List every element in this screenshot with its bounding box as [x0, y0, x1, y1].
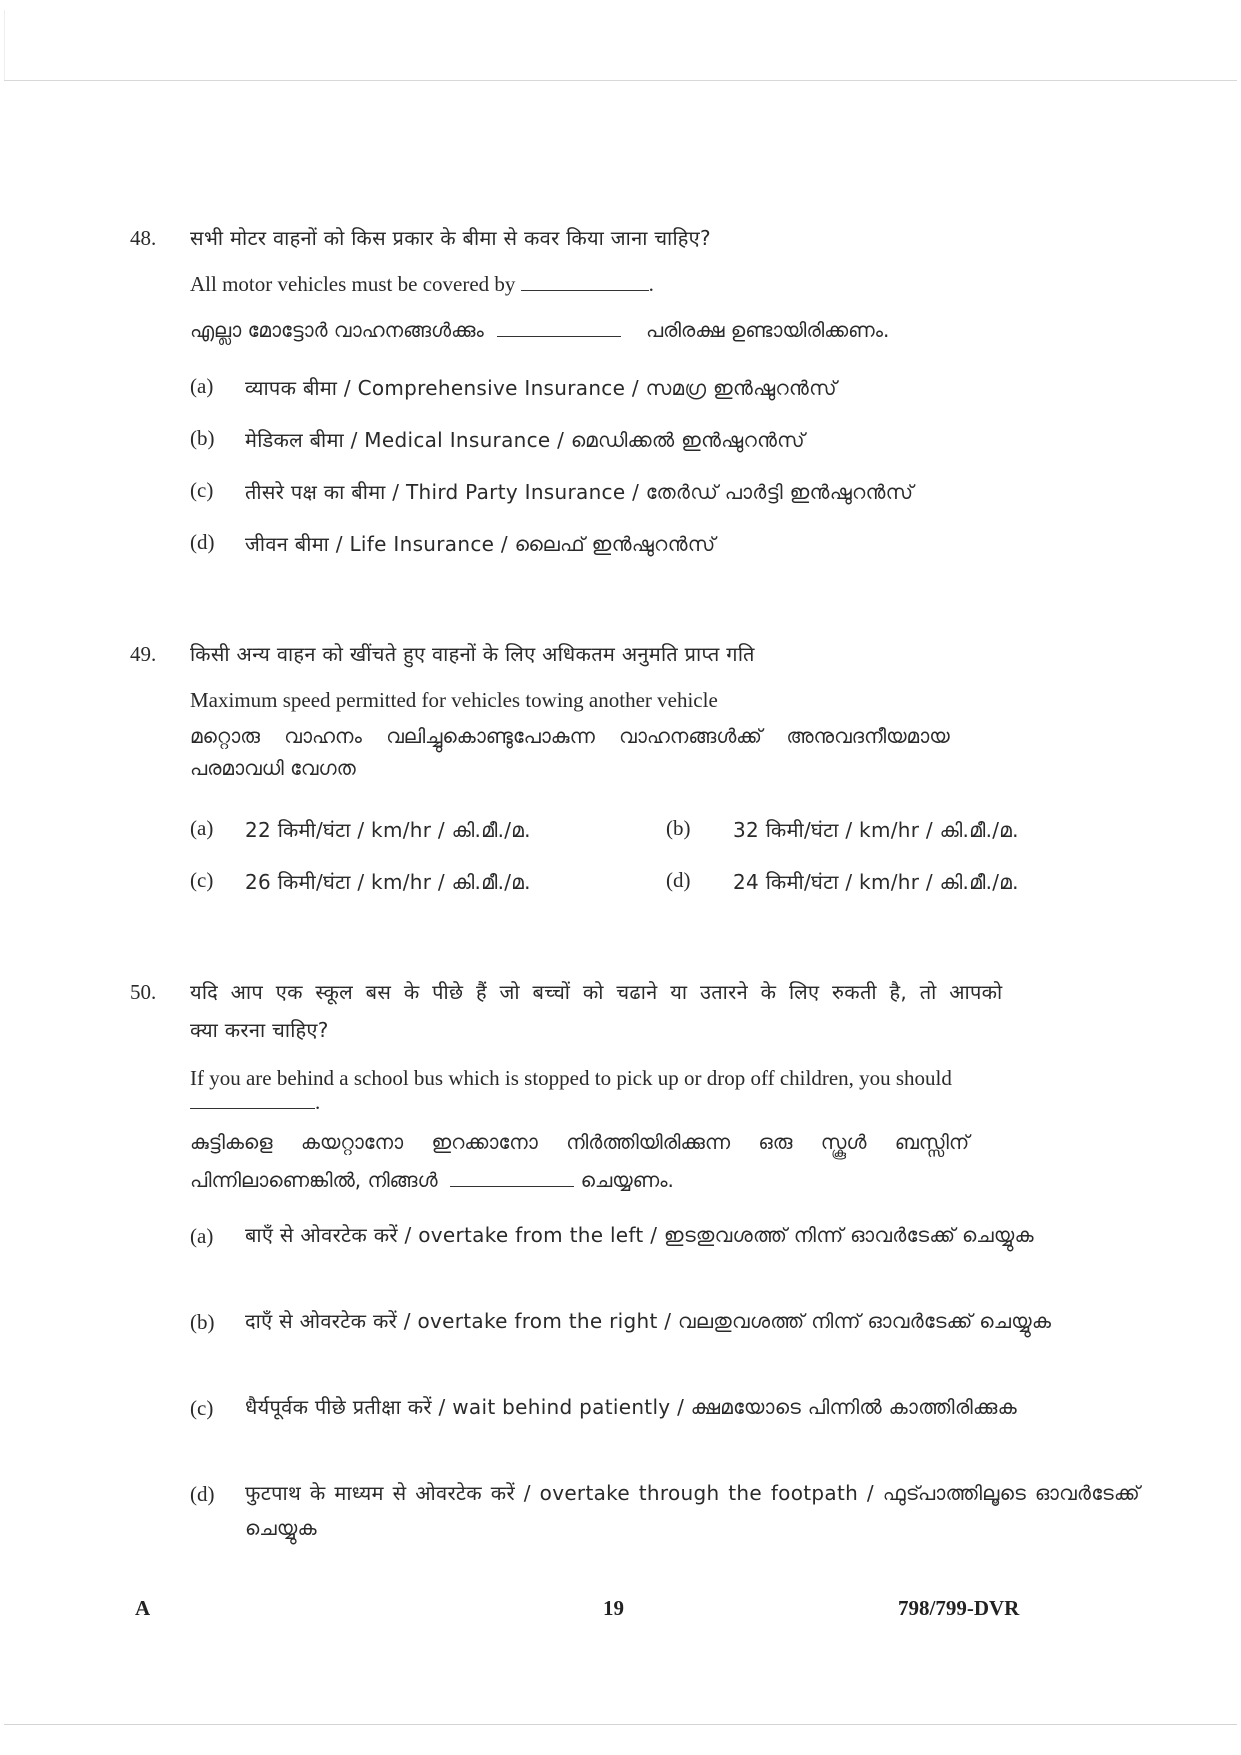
question-hindi: सभी मोटर वाहनों को किस प्रकार के बीमा से कवर किया जाना चाहिए? [190, 226, 711, 250]
question-hindi: किसी अन्य वाहन को खींचते हुए वाहनों के लिए अधिकतम अनुमति प्राप्त गति [190, 642, 755, 666]
question-malayalam-suffix: പരിരക്ഷ ഉണ്ടായിരിക്കണം. [645, 318, 890, 342]
question-english-suffix: . [315, 1090, 321, 1114]
question-english-blank-line [190, 1090, 320, 1115]
question-malayalam-line2 [190, 1168, 674, 1192]
answer-blank [190, 1107, 315, 1109]
option-text: तीसरे पक्ष का बीमा / Third Party Insurance / തേർഡ് പാർട്ടി ഇൻഷുറൻസ് [245, 480, 914, 504]
question-english-suffix: . [648, 272, 654, 296]
option-text: 24 किमी/घंटा / km/hr / കി.മീ./മ. [733, 870, 1019, 894]
question-malayalam [190, 318, 889, 342]
option-label: (b) [666, 816, 691, 840]
option-label: (c) [190, 1396, 214, 1420]
paper-code: 798/799-DVR [898, 1596, 1020, 1620]
question-english: If you are behind a school bus which is stopped to pick up or drop off children, you should [190, 1066, 952, 1090]
question-english [190, 272, 654, 297]
option-label: (b) [190, 1310, 215, 1334]
option-label: (d) [190, 530, 215, 554]
option-label: (a) [190, 816, 214, 840]
question-hindi-line1: यदि आप एक स्कूल बस के पीछे हैं जो बच्चों को चढाने या उतारने के लिए रुकती है, तो आपको [190, 980, 1003, 1004]
question-english-text: All motor vehicles must be covered by [190, 272, 516, 296]
answer-blank [521, 289, 649, 291]
question-malayalam-line2: പരമാവധി വേഗത [190, 756, 356, 780]
option-text: धैर्यपूर्वक पीछे प्रतीक्षा करें / wait behind patiently / ക്ഷമയോടെ പിന്നിൽ കാത്തിരിക്കുക [245, 1395, 1018, 1419]
question-malayalam-suffix: ചെയ്യണം. [580, 1168, 674, 1192]
question-number: 49. [130, 642, 157, 666]
option-text: दाएँ से ओवरटेक करें / overtake from the right / വലതുവശത്ത് നിന്ന് ഓവർടേക്ക് ചെയ്യുക [245, 1309, 1052, 1333]
option-label: (a) [190, 374, 214, 398]
scan-edge-top [4, 80, 1237, 81]
question-malayalam-line1: കുട്ടികളെ കയറ്റാനോ ഇറക്കാനോ നിർത്തിയിരിക്കുന്ന ഒരു സ്കൂൾ ബസ്സിന് [190, 1130, 970, 1154]
option-text: व्यापक बीमा / Comprehensive Insurance / സമഗ്ര ഇൻഷുറൻസ് [245, 376, 837, 400]
scan-edge-left [4, 10, 5, 80]
option-text: मेडिकल बीमा / Medical Insurance / മെഡിക്കൽ ഇൻഷുറൻസ് [245, 428, 805, 452]
question-malayalam-text: പിന്നിലാണെങ്കിൽ, നിങ്ങൾ [190, 1168, 438, 1192]
option-text: 32 किमी/घंटा / km/hr / കി.മീ./മ. [733, 818, 1019, 842]
question-number: 50. [130, 980, 157, 1004]
question-number: 48. [130, 226, 157, 250]
question-malayalam-text: എല്ലാ മോട്ടോർ വാഹനങ്ങൾക്കും [190, 318, 484, 342]
option-text: 26 किमी/घंटा / km/hr / കി.മീ./മ. [245, 870, 531, 894]
series-code: A [135, 1596, 151, 1620]
answer-blank [450, 1185, 574, 1187]
option-label: (b) [190, 426, 215, 450]
page-number: 19 [603, 1596, 624, 1620]
option-text: 22 किमी/घंटा / km/hr / കി.മീ./മ. [245, 818, 531, 842]
option-label: (c) [190, 478, 214, 502]
answer-blank [497, 335, 621, 337]
option-label: (c) [190, 868, 214, 892]
option-text: जीवन बीमा / Life Insurance / ലൈഫ് ഇൻഷുറൻസ് [245, 532, 716, 556]
option-text: फुटपाथ के माध्यम से ओवरटेक करें / overtake through the footpath / ഫുട്പാത്തിലൂടെ ഓവർടേക്ക് ചെയ്യുക [245, 1481, 1140, 1540]
question-hindi-line2: क्या करना चाहिए? [190, 1018, 329, 1042]
option-label: (a) [190, 1224, 214, 1248]
scan-edge-bottom [4, 1724, 1237, 1725]
question-malayalam-line1: മറ്റൊരു വാഹനം വലിച്ചുകൊണ്ടുപോകുന്ന വാഹനങ്ങൾക്ക് അനുവദനീയമായ [190, 724, 950, 748]
question-english: Maximum speed permitted for vehicles towing another vehicle [190, 688, 718, 712]
option-label: (d) [190, 1482, 215, 1506]
option-label: (d) [666, 868, 691, 892]
option-text: बाएँ से ओवरटेक करें / overtake from the left / ഇടതുവശത്ത് നിന്ന് ഓവർടേക്ക് ചെയ്യുക [245, 1223, 1034, 1247]
